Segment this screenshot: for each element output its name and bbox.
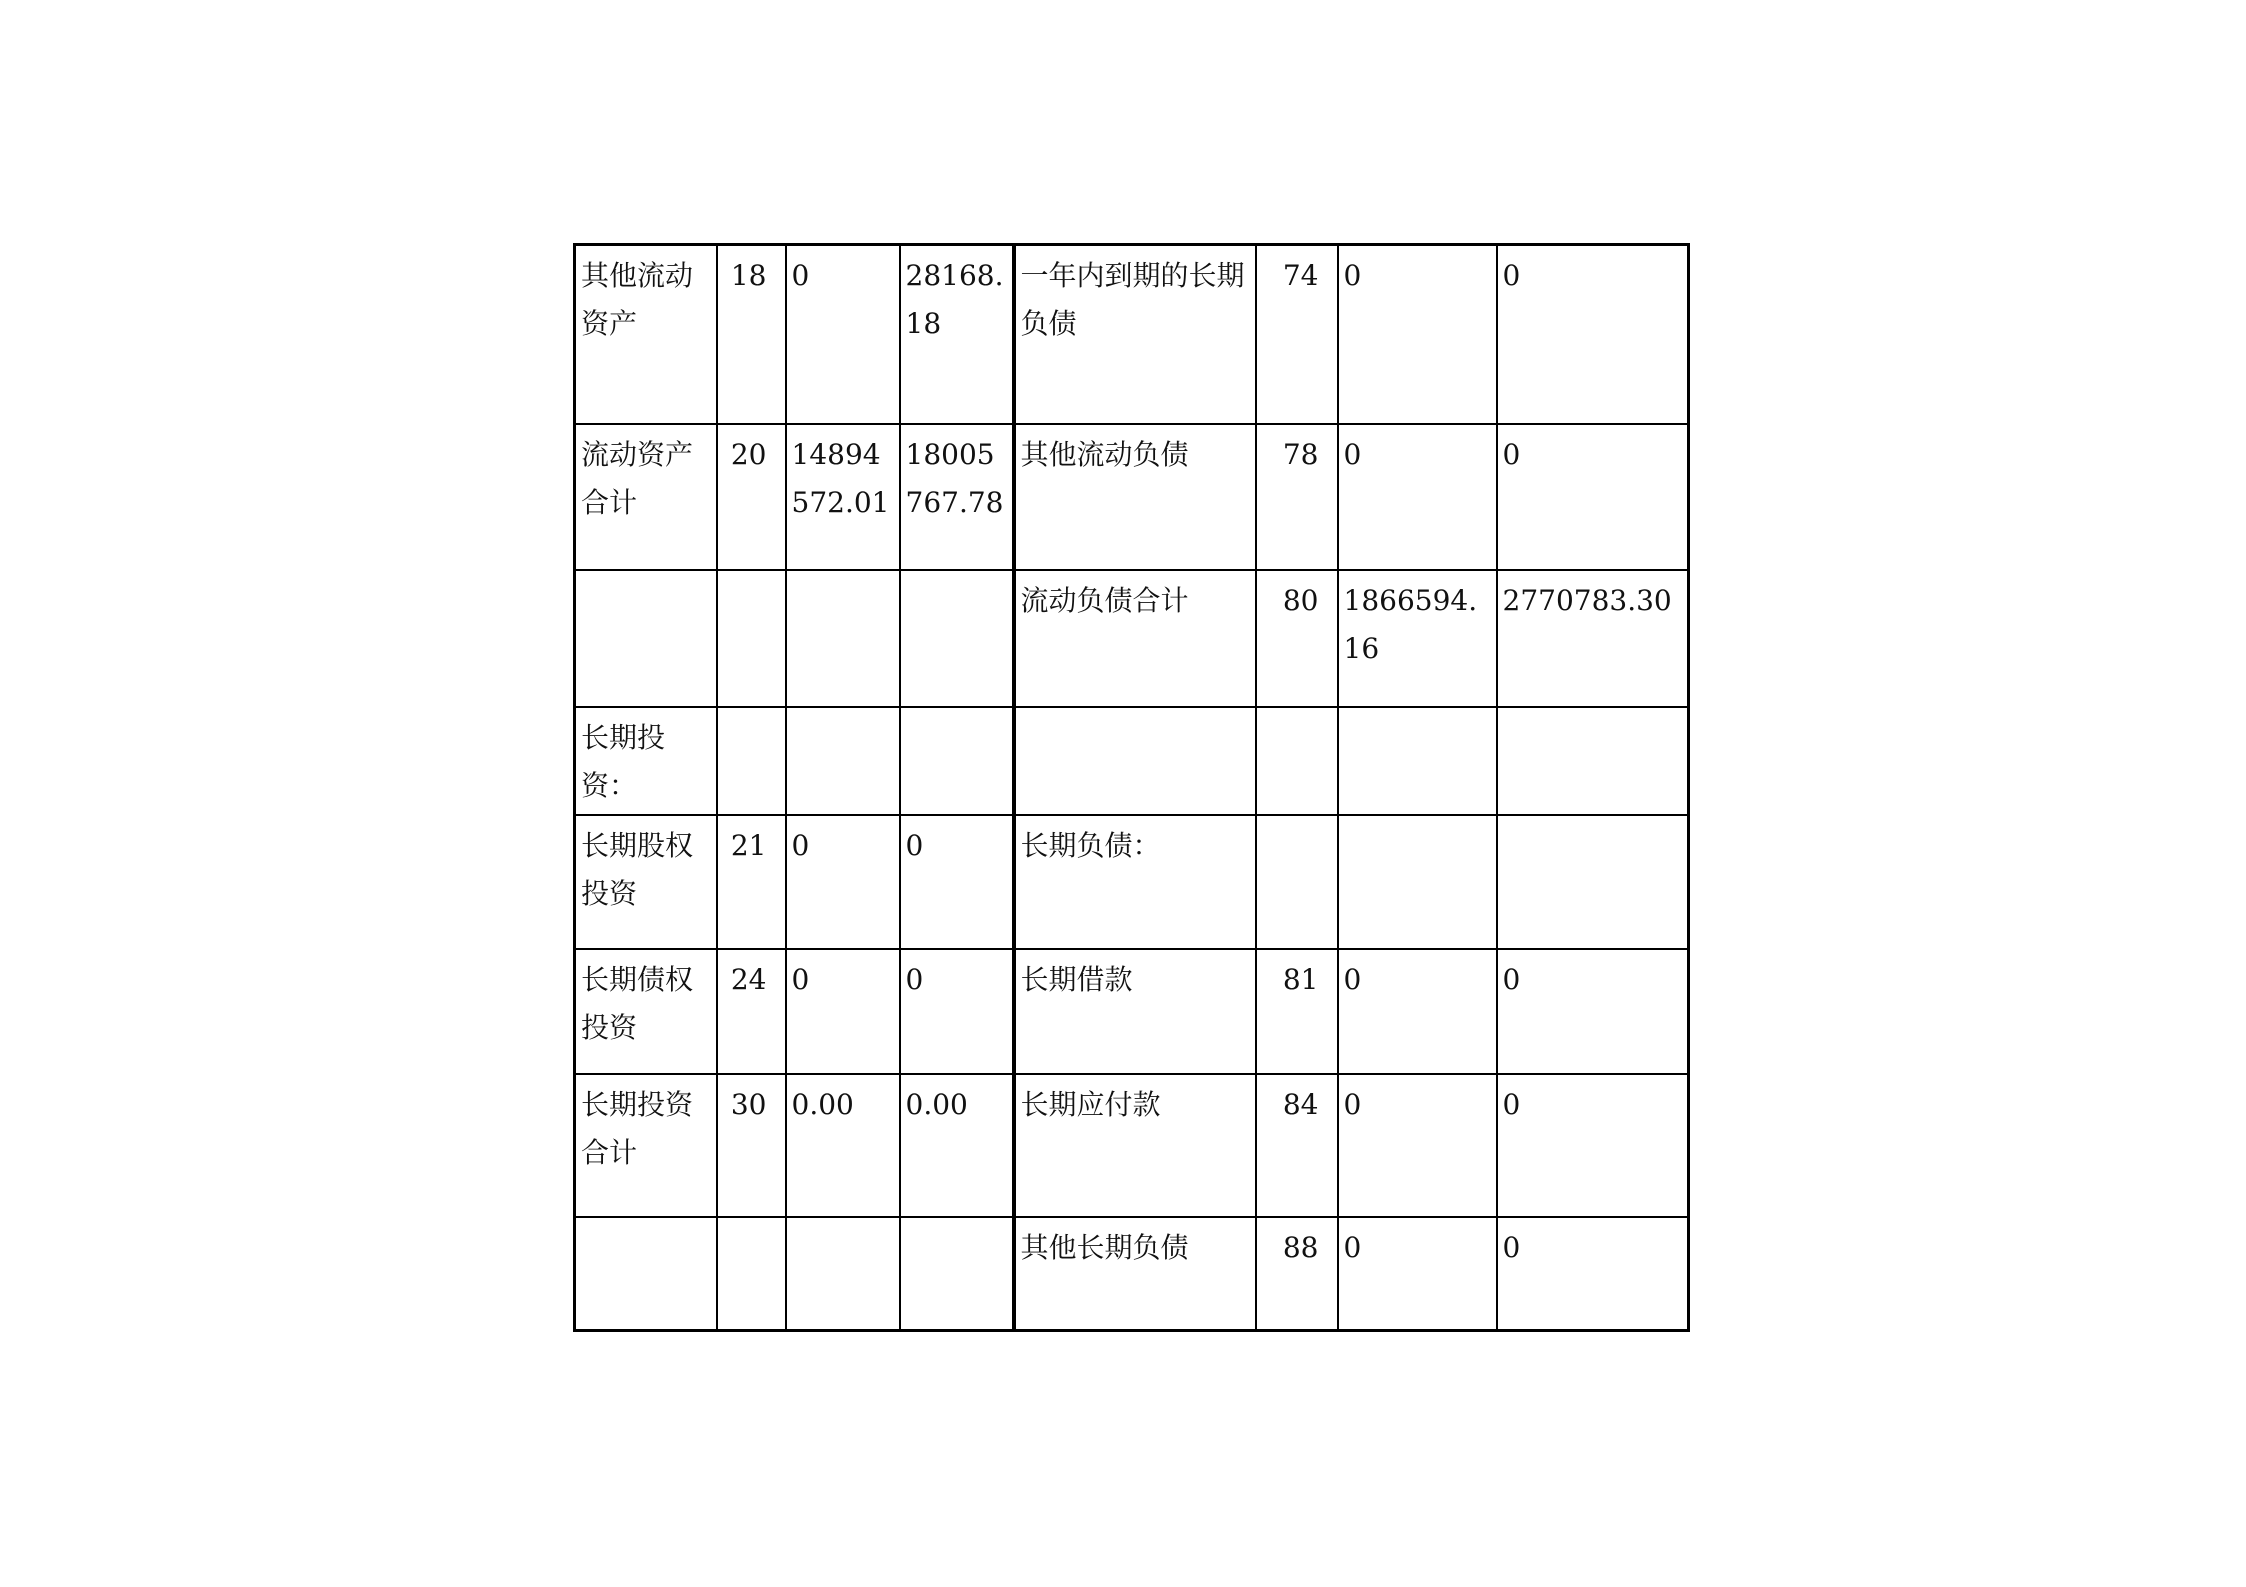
asset-begin-balance-cell: 14894572.01 [786, 424, 900, 570]
liability-begin-balance-cell: 0 [1338, 949, 1497, 1074]
liability-line-no-cell: 78 [1256, 424, 1338, 570]
asset-line-no-cell: 21 [717, 815, 786, 949]
table-row [575, 815, 1689, 949]
liability-line-no-cell: 74 [1256, 245, 1338, 424]
asset-line-no-cell [717, 570, 786, 707]
asset-end-balance-cell: 0 [900, 815, 1014, 949]
liability-begin-balance-cell: 0 [1338, 245, 1497, 424]
table-row [575, 1217, 1689, 1331]
asset-end-balance-cell [900, 1217, 1014, 1331]
liability-begin-balance-cell [1338, 815, 1497, 949]
asset-item-cell [575, 570, 717, 707]
asset-line-no-cell: 24 [717, 949, 786, 1074]
liability-line-no-cell [1256, 815, 1338, 949]
asset-begin-balance-cell: 0 [786, 949, 900, 1074]
asset-begin-balance-cell [786, 1217, 900, 1331]
asset-end-balance-cell: 0.00 [900, 1074, 1014, 1217]
liability-line-no-cell: 88 [1256, 1217, 1338, 1331]
table-row [575, 245, 1689, 424]
asset-item-cell [575, 1217, 717, 1331]
asset-begin-balance-cell: 0 [786, 245, 900, 424]
liability-end-balance-cell: 0 [1497, 424, 1689, 570]
table-row [575, 570, 1689, 707]
asset-begin-balance-cell: 0.00 [786, 1074, 900, 1217]
asset-line-no-cell: 30 [717, 1074, 786, 1217]
asset-end-balance-cell: 28168.18 [900, 245, 1014, 424]
asset-item-cell: 长期股权投资 [575, 815, 717, 949]
liability-item-cell [1014, 707, 1256, 815]
liability-end-balance-cell: 0 [1497, 1074, 1689, 1217]
liability-item-cell: 其他流动负债 [1014, 424, 1256, 570]
liability-item-cell: 长期负债： [1014, 815, 1256, 949]
liability-item-cell: 一年内到期的长期负债 [1014, 245, 1256, 424]
table-row [575, 949, 1689, 1074]
table-row [575, 424, 1689, 570]
asset-line-no-cell: 20 [717, 424, 786, 570]
asset-item-cell: 长期投资： [575, 707, 717, 815]
liability-begin-balance-cell: 1866594.16 [1338, 570, 1497, 707]
liability-end-balance-cell: 2770783.30 [1497, 570, 1689, 707]
liability-begin-balance-cell: 0 [1338, 1217, 1497, 1331]
asset-begin-balance-cell [786, 570, 900, 707]
liability-begin-balance-cell: 0 [1338, 1074, 1497, 1217]
asset-item-cell: 其他流动资产 [575, 245, 717, 424]
liability-item-cell: 流动负债合计 [1014, 570, 1256, 707]
liability-item-cell: 其他长期负债 [1014, 1217, 1256, 1331]
asset-end-balance-cell: 0 [900, 949, 1014, 1074]
asset-line-no-cell [717, 1217, 786, 1331]
asset-line-no-cell: 18 [717, 245, 786, 424]
liability-line-no-cell: 80 [1256, 570, 1338, 707]
liability-item-cell: 长期借款 [1014, 949, 1256, 1074]
liability-line-no-cell: 84 [1256, 1074, 1338, 1217]
asset-end-balance-cell [900, 570, 1014, 707]
asset-begin-balance-cell: 0 [786, 815, 900, 949]
asset-end-balance-cell: 18005767.78 [900, 424, 1014, 570]
table-row [575, 707, 1689, 815]
table-row [575, 1074, 1689, 1217]
asset-item-cell: 流动资产合计 [575, 424, 717, 570]
liability-end-balance-cell: 0 [1497, 245, 1689, 424]
asset-begin-balance-cell [786, 707, 900, 815]
asset-item-cell: 长期债权投资 [575, 949, 717, 1074]
liability-line-no-cell: 81 [1256, 949, 1338, 1074]
liability-end-balance-cell: 0 [1497, 949, 1689, 1074]
liability-line-no-cell [1256, 707, 1338, 815]
liability-begin-balance-cell: 0 [1338, 424, 1497, 570]
liability-end-balance-cell: 0 [1497, 1217, 1689, 1331]
asset-end-balance-cell [900, 707, 1014, 815]
liability-begin-balance-cell [1338, 707, 1497, 815]
liability-end-balance-cell [1497, 815, 1689, 949]
balance-sheet-table [573, 243, 1690, 1332]
asset-line-no-cell [717, 707, 786, 815]
asset-item-cell: 长期投资合计 [575, 1074, 717, 1217]
liability-end-balance-cell [1497, 707, 1689, 815]
liability-item-cell: 长期应付款 [1014, 1074, 1256, 1217]
